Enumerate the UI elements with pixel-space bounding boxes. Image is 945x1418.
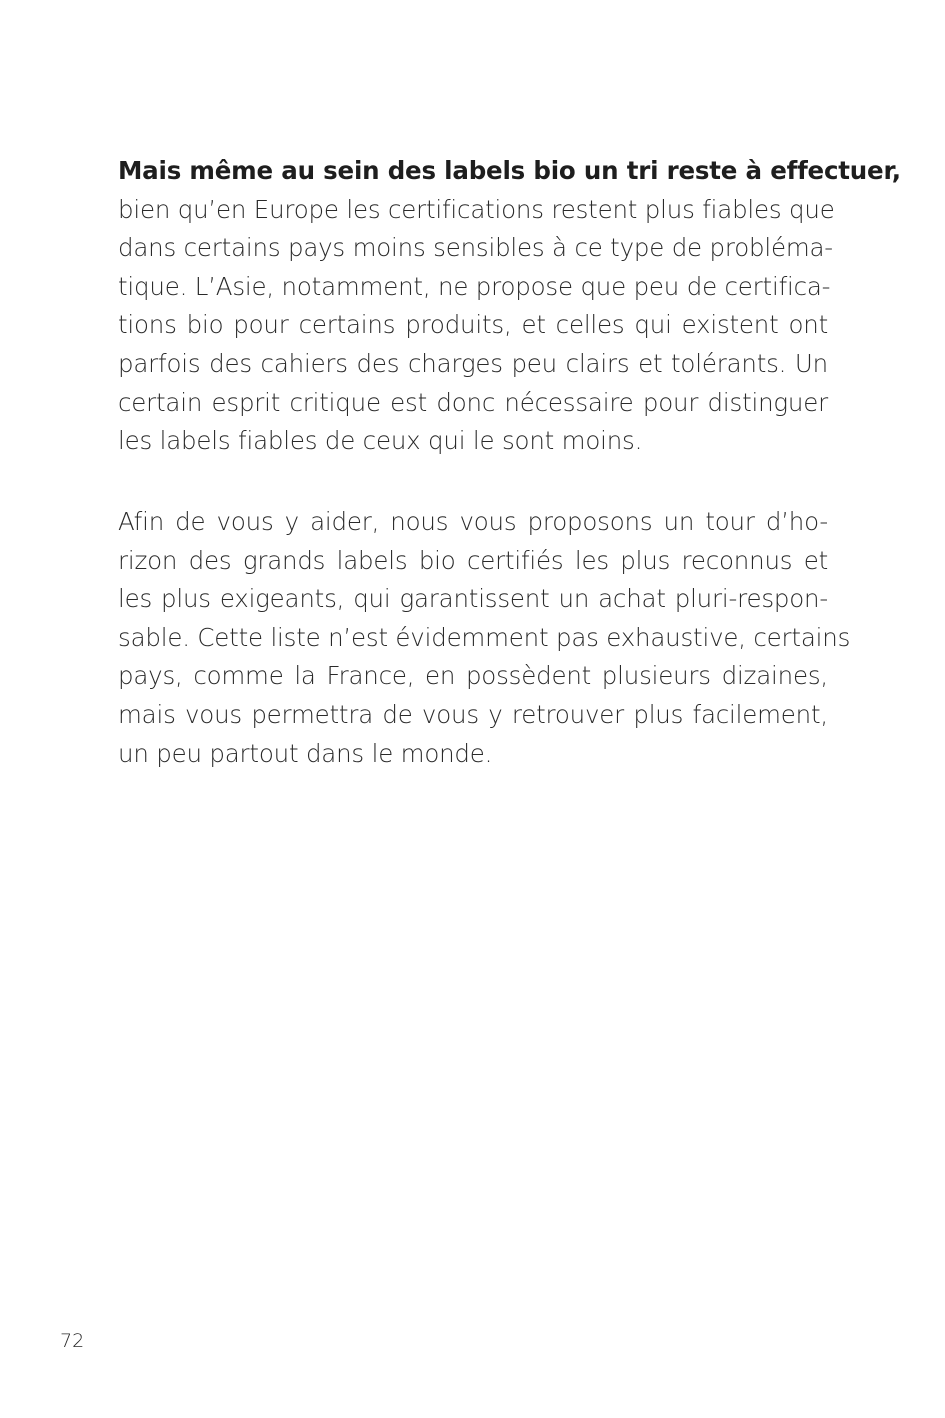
- paragraph-tour-horizon: [118, 503, 851, 773]
- text-line: dans certains pays moins sensibles à ce type de probléma-: [118, 233, 833, 263]
- text-line: pays, comme la France, en possèdent plusieurs dizaines,: [118, 661, 828, 691]
- text-line: les labels fiables de ceux qui le sont moins.: [118, 426, 643, 456]
- text-line: les plus exigeants, qui garantissent un achat pluri-respon-: [118, 584, 828, 614]
- text-line: un peu partout dans le monde.: [118, 738, 493, 768]
- text-line: sable. Cette liste n’est évidemment pas exhaustive, certains: [118, 622, 851, 652]
- text-line: tique. L’Asie, notamment, ne propose que peu de certifica-: [118, 271, 831, 301]
- text-line: Afin de vous y aider, nous vous proposons un tour d’ho-: [118, 507, 828, 536]
- text-line: bien qu’en Europe les certifications restent plus fiables que: [118, 194, 835, 224]
- page-number: 72: [60, 1330, 85, 1352]
- text-line: rizon des grands labels bio certifiés les plus reconnus et: [118, 545, 828, 575]
- lead-sentence: Mais même au sein des labels bio un tri reste à effectuer,: [118, 156, 901, 185]
- text-line: tions bio pour certains produits, et celles qui existent ont: [118, 310, 828, 340]
- text-line: certain esprit critique est donc nécessaire pour distinguer: [118, 387, 828, 417]
- paragraph-labels-bio: [118, 152, 901, 461]
- text-line: mais vous permettra de vous y retrouver plus facilement,: [118, 699, 828, 729]
- text-line: parfois des cahiers des charges peu clairs et tolérants. Un: [118, 348, 828, 378]
